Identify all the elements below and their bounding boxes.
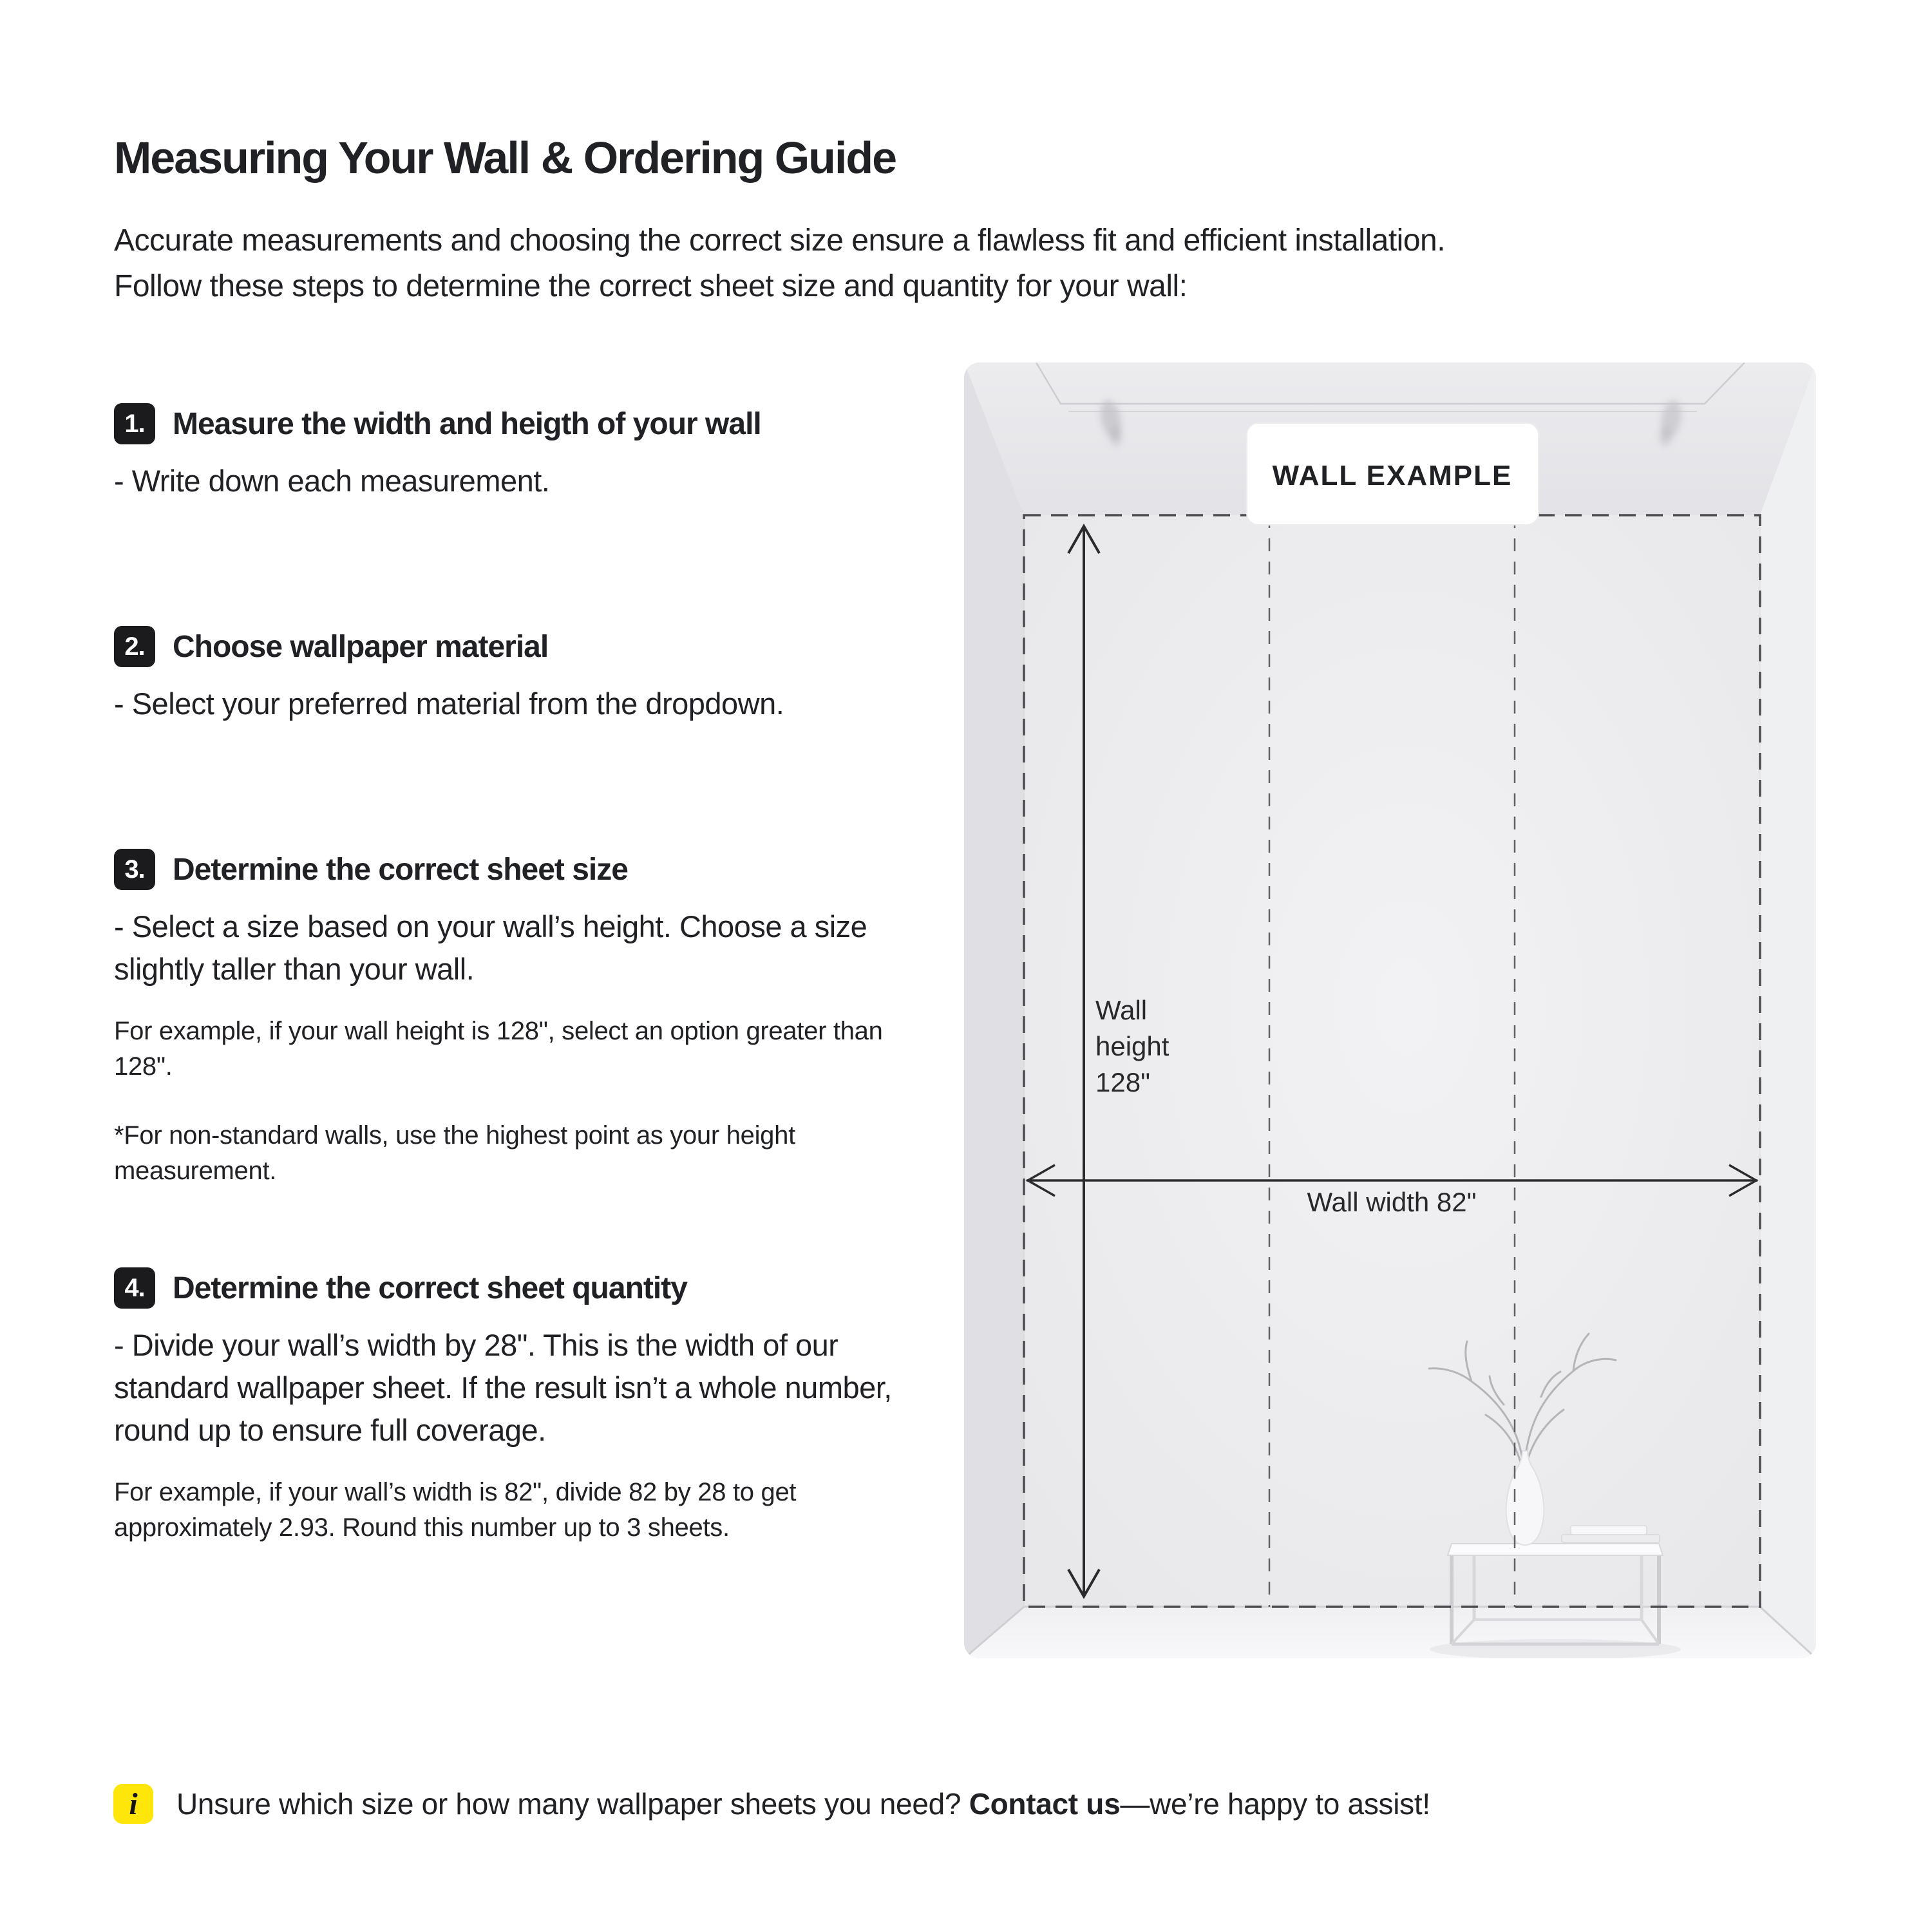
step-2-header bbox=[114, 626, 942, 667]
step-1 bbox=[114, 403, 942, 502]
step-3 bbox=[114, 849, 942, 1189]
step-2 bbox=[114, 626, 942, 725]
footer-text bbox=[176, 1784, 1430, 1824]
step-3-footnote: *For non-standard walls, use the highest point as your height measurement. bbox=[114, 1121, 795, 1185]
room-right-wall bbox=[1760, 363, 1816, 1658]
step-3-example-note: For example, if your wall height is 128", select an option greater than 128". bbox=[114, 1017, 883, 1081]
footer-text-after: —we’re happy to assist! bbox=[1120, 1787, 1430, 1821]
footer-help-note bbox=[113, 1784, 1430, 1824]
step-4-number-badge: 4. bbox=[114, 1267, 155, 1309]
info-icon: i bbox=[113, 1784, 153, 1824]
intro-line-1: Accurate measurements and choosing the correct size ensure a flawless fit and efficient installation. bbox=[114, 223, 1446, 258]
step-3-number-badge: 3. bbox=[114, 849, 155, 890]
step-2-number-badge: 2. bbox=[114, 626, 155, 667]
wall-example-illustration bbox=[964, 363, 1816, 1658]
step-2-body: - Select your preferred material from the dropdown. bbox=[114, 687, 784, 721]
contact-us-link[interactable]: Contact us bbox=[969, 1787, 1121, 1821]
wall-width-label: Wall width 82" bbox=[1307, 1187, 1477, 1217]
step-4 bbox=[114, 1267, 942, 1546]
step-4-body: - Divide your wall’s width by 28". This is the width of our standard wallpaper sheet. If the result isn’t a whole number, round up to ensure full coverage. bbox=[114, 1328, 892, 1447]
step-2-title: Choose wallpaper material bbox=[173, 629, 549, 664]
wall-example-photo bbox=[964, 363, 1816, 1658]
wall-example-label: WALL EXAMPLE bbox=[1272, 460, 1513, 491]
intro-text bbox=[114, 218, 1904, 309]
room-left-wall bbox=[964, 363, 1024, 1658]
page-title: Measuring Your Wall & Ordering Guide bbox=[114, 132, 896, 183]
wall-example-badge bbox=[1247, 423, 1539, 525]
step-3-title: Determine the correct sheet size bbox=[173, 852, 628, 887]
room-floor bbox=[964, 1607, 1816, 1658]
step-4-example-note: For example, if your wall’s width is 82", divide 82 by 28 to get approximately 2.93. Round this number up to 3 sheets. bbox=[114, 1478, 797, 1542]
step-1-title: Measure the width and heigth of your wall bbox=[173, 406, 761, 441]
books bbox=[1562, 1526, 1660, 1542]
step-1-body: - Write down each measurement. bbox=[114, 464, 550, 498]
step-3-header bbox=[114, 849, 942, 890]
wall-height-label: Wall height 128" bbox=[1095, 995, 1170, 1097]
footer-text-before: Unsure which size or how many wallpaper sheets you need? bbox=[176, 1787, 969, 1821]
step-1-number-badge: 1. bbox=[114, 403, 155, 444]
step-4-header bbox=[114, 1267, 942, 1309]
step-4-title: Determine the correct sheet quantity bbox=[173, 1271, 687, 1305]
step-1-header bbox=[114, 403, 942, 444]
intro-line-2: Follow these steps to determine the correct sheet size and quantity for your wall: bbox=[114, 269, 1188, 303]
step-3-body: - Select a size based on your wall’s height. Choose a size slightly taller than your wall. bbox=[114, 909, 867, 986]
